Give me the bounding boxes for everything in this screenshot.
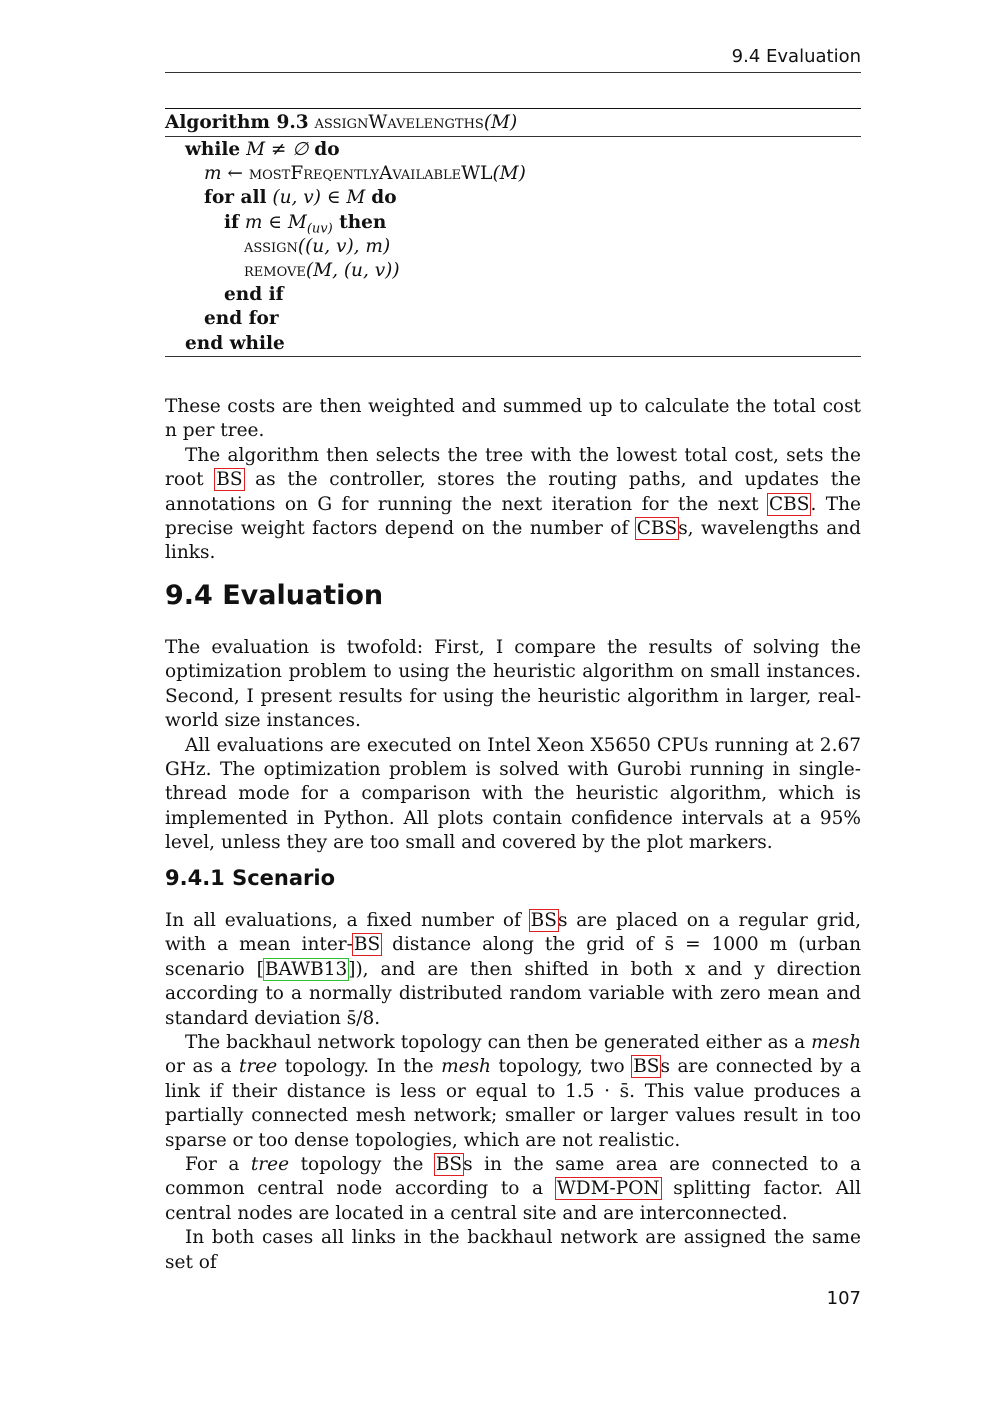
page-number: 107	[826, 1288, 861, 1309]
algorithm-line	[165, 332, 861, 356]
acronym-link[interactable]: WDM-PON	[556, 1178, 660, 1200]
text: splitting factor. All central nodes are located in a central site and are interconnected.	[165, 1178, 861, 1224]
algorithm-arg: (M)	[483, 112, 518, 133]
expr: ((u, v), m)	[297, 235, 391, 257]
emphasis: tree	[250, 1154, 290, 1176]
keyword: then	[332, 211, 387, 233]
algorithm-line	[165, 186, 861, 210]
expr: (u, v) ∈ M	[266, 187, 372, 209]
text-block-2	[165, 636, 861, 856]
acronym-link[interactable]: BS	[353, 934, 381, 956]
text: distance along the grid of s̄ = 1000 m (urban scenario [	[165, 934, 861, 980]
text-block-3	[165, 909, 861, 1275]
keyword: do	[371, 187, 397, 209]
algorithm-line	[165, 138, 861, 162]
text: In all evaluations, a fixed number of	[165, 910, 530, 931]
text: s in the same area are connected to a common central node according to a	[165, 1154, 861, 1200]
algorithm-line	[165, 162, 861, 186]
paragraph	[165, 444, 861, 566]
text: s are placed on a regular grid, with a mean inter-	[165, 910, 862, 956]
paragraph: The evaluation is twofold: First, I compare the results of solving the optimization problem to using the heuristic algorithm on small instances. Second, I present results for using the heuristic algorithm in larger, real-world size instances.	[165, 637, 861, 732]
emphasis: mesh	[811, 1032, 861, 1054]
algorithm-name: assignWavelengths	[314, 112, 484, 133]
text: ]), and are then shifted in both x and y direction according to a normally distributed random variable with zero mean and standard deviation s̄/8.	[165, 958, 861, 1029]
acronym-link[interactable]: BS	[530, 910, 557, 931]
algorithm-bottom-rule	[165, 356, 861, 357]
section-heading: 9.4 Evaluation	[165, 580, 384, 611]
acronym-link[interactable]: CBS	[636, 518, 678, 540]
paragraph	[165, 1031, 861, 1153]
expr: (M, (u, v))	[305, 259, 400, 281]
algorithm-line	[165, 235, 861, 259]
text: or as a	[165, 1056, 240, 1078]
text-block-1	[165, 395, 861, 566]
subsection-heading: 9.4.1 Scenario	[165, 866, 336, 890]
expr: m ∈ M	[239, 211, 307, 233]
function-name: assign	[244, 235, 298, 257]
keyword: if	[224, 211, 239, 233]
function-name: mostFreqentlyAvailableWL	[248, 163, 493, 185]
text: For a	[185, 1154, 251, 1176]
algorithm-caption	[165, 109, 861, 137]
algorithm-line	[165, 283, 861, 307]
keyword: for all	[204, 187, 267, 209]
keyword: do	[314, 139, 340, 160]
function-name: remove	[244, 259, 306, 281]
subscript: (uv)	[306, 221, 333, 237]
header-rule	[165, 72, 861, 73]
running-header: 9.4 Evaluation	[731, 46, 861, 67]
acronym-link[interactable]: CBS	[769, 493, 810, 515]
emphasis: tree	[239, 1056, 278, 1078]
algorithm-line	[165, 211, 861, 235]
expr: m ←	[204, 163, 249, 185]
keyword: end while	[185, 332, 285, 354]
paragraph	[165, 909, 861, 1031]
algorithm-line	[165, 259, 861, 283]
algorithm-line	[165, 307, 861, 331]
text: s, wavelengths and links.	[165, 518, 861, 564]
paragraph: All evaluations are executed on Intel Xeon X5650 CPUs running at 2.67 GHz. The optimization problem is solved with Gurobi running in single-thread mode for a comparison with the heuristic algorithm, which is implemented in Python. All plots contain confidence intervals at a 95% level, unless they are too small and covered by the plot markers.	[165, 734, 861, 854]
expr: (M)	[492, 163, 526, 185]
keyword: end if	[224, 284, 284, 306]
text: . The precise weight factors depend on the number of	[165, 493, 861, 540]
keyword: end for	[204, 308, 279, 330]
algorithm-label: Algorithm 9.3	[165, 112, 309, 133]
paragraph: In both cases all links in the backhaul network are assigned the same set of	[165, 1227, 861, 1273]
citation-link[interactable]: BAWB13	[264, 958, 348, 980]
acronym-link[interactable]: BS	[216, 469, 243, 491]
acronym-link[interactable]: BS	[633, 1056, 660, 1078]
algorithm-box	[165, 108, 861, 357]
text: topology, two	[490, 1056, 633, 1078]
text: s are connected by a link if their distance is less or equal to 1.5 · s̄. This value produces a partially connected mesh network; smaller or larger values result in too sparse or too dense topologies, which are not realistic.	[165, 1056, 861, 1151]
paragraph: These costs are then weighted and summed up to calculate the total cost n per tree.	[165, 396, 861, 442]
text: The algorithm then selects the tree with the lowest total cost, sets the root	[165, 444, 861, 491]
text: topology the	[289, 1154, 435, 1176]
emphasis: mesh	[441, 1056, 491, 1078]
text: as the controller, stores the routing paths, and updates the annotations on G for running the next iteration for the next	[165, 469, 861, 515]
expr: M ≠ ∅	[240, 139, 315, 160]
acronym-link[interactable]: BS	[435, 1154, 463, 1176]
keyword: while	[185, 139, 241, 160]
paragraph	[165, 1153, 861, 1226]
text: topology. In the	[277, 1056, 442, 1078]
text: The backhaul network topology can then be generated either as a	[185, 1032, 812, 1054]
